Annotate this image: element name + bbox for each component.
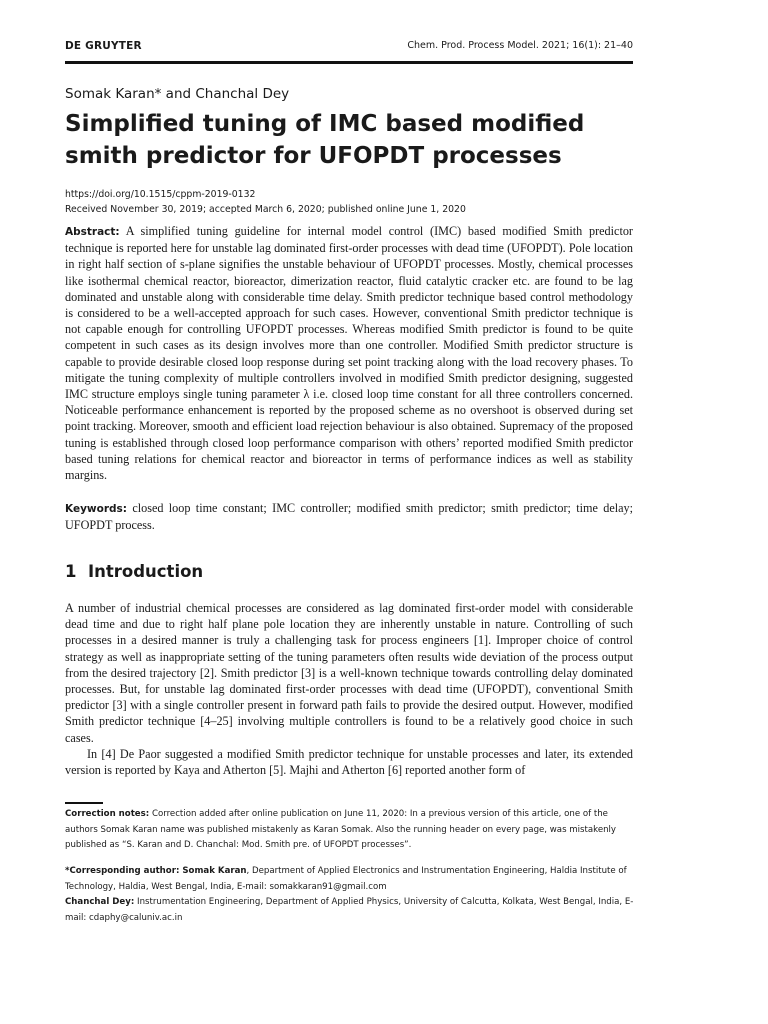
footnote-rule [65,802,103,804]
author-affiliations [65,864,635,926]
publisher-name: DE GRUYTER [65,40,142,52]
abstract [65,223,633,483]
article-title [65,108,665,172]
doi-link[interactable]: https://doi.org/10.1515/cppm-2019-0132 [65,189,256,200]
section-heading-introduction: 1 Introduction [65,562,204,581]
intro-paragraph-2: In [4] De Paor suggested a modified Smith predictor technique for unstable processes and later, its extended version is reported by Kaya and Atherton [5]. Majhi and Atherton [6] reported another form of [65,746,633,778]
header-rule [65,61,633,64]
correction-note [65,807,635,854]
article-meta [65,187,466,217]
correction-text: Correction added after online publication on June 11, 2020: In a previous version of this article, one of the authors Somak Karan name was published mistakenly as Karan Somak. Also the running header on every page, was mistakenly published as “S. Karan and D. Chanchal: Mod. Smith pre. of UFOPDT processes”. [65,809,617,850]
correction-label: Correction notes: [65,809,150,819]
abstract-label: Abstract: [65,226,120,238]
coauthor-note [65,895,635,926]
introduction-body [65,600,633,778]
publication-history: Received November 30, 2019; accepted March 6, 2020; published online June 1, 2020 [65,204,466,215]
coauthor-label: Chanchal Dey: [65,897,135,907]
coauthor-text: Instrumentation Engineering, Department of Applied Physics, University of Calcutta, Kolkata, West Bengal, India, E-mail: cdaphy@caluniv.ac.in [65,897,634,923]
abstract-text: A simplified tuning guideline for internal model control (IMC) based modified Smith predictor technique is reported here for unstable lag dominated first-order processes with dead time (UFOPDT). Pole location in right half section of s-plane signifies the unstable behaviour of UFOPDT processes. Mostly, chemical processes like isothermal chemical reactor, bioreactor, dimerization reactor, fluid catalytic cracker etc. are found to be lag dominated and unstable along with considerable time delay. Smith predictor technique based control methodology is considered to be a well-accepted approach for such cases. However, conventional Smith predictor technique is not capable enough for controlling UFOPDT processes. Whereas modified Smith predictor is found to be quite competent in such cases as its design involves more than one controller. Modified Smith predictor structure is capable to provide desirable closed loop response during set point tracking along with the load recovery phases. To mitigate the tuning complexity of multiple controllers involved in modified Smith predictor designing, suggested IMC structure employs single tuning parameter λ i.e. closed loop time constant for all three controllers concerned. Noticeable performance enhancement is reported by the proposed scheme as no overshoot is observed during set point tracking. Moreover, smooth and efficient load rejection behaviour is also obtained. Supremacy of the proposed tuning is established through closed loop performance comparison with others’ reported modified Smith predictor based tuning relations for chemical reactor and bioreactor in terms of performance indices as well as stability margins. [65,224,633,483]
title-line-2: smith predictor for UFOPDT processes [65,143,562,169]
author-line: Somak Karan* and Chanchal Dey [65,86,290,102]
title-line-1: Simplified tuning of IMC based modified [65,111,585,137]
keywords [65,500,633,533]
keywords-label: Keywords: [65,503,127,515]
corresponding-author-note [65,864,635,895]
corresponding-author-label: *Corresponding author: Somak Karan [65,866,247,876]
journal-reference: Chem. Prod. Process Model. 2021; 16(1): 21–40 [407,40,633,51]
corresponding-author-text: , Department of Applied Electronics and Instrumentation Engineering, Haldia Institute of Technology, Haldia, West Bengal, India, E-mail: somakkaran91@gmail.com [65,866,627,892]
keywords-text: closed loop time constant; IMC controller; modified smith predictor; smith predictor; time delay; UFOPDT process. [65,501,634,533]
running-header [65,40,633,58]
intro-paragraph-1: A number of industrial chemical processes are considered as lag dominated first-order model with considerable dead time and due to right half plane pole location they are inherently unstable in nature. Controlling of such processes in a desired manner is truly a challenging task for process engineers [1]. Improper choice of control strategy as well as inappropriate setting of the tuning parameters often results wide deviation of the process output from the desired trajectory [2]. Smith predictor [3] is a well-known technique towards controlling delay dominated processes. But, for unstable lag dominated first-order processes with dead time (UFOPDT), conventional Smith predictor [3] with a single controller present in forward path fails to provide the desired output. However, modified Smith predictor technique [4–25] involving multiple controllers is found to be a relatively good choice in such cases. [65,601,633,745]
